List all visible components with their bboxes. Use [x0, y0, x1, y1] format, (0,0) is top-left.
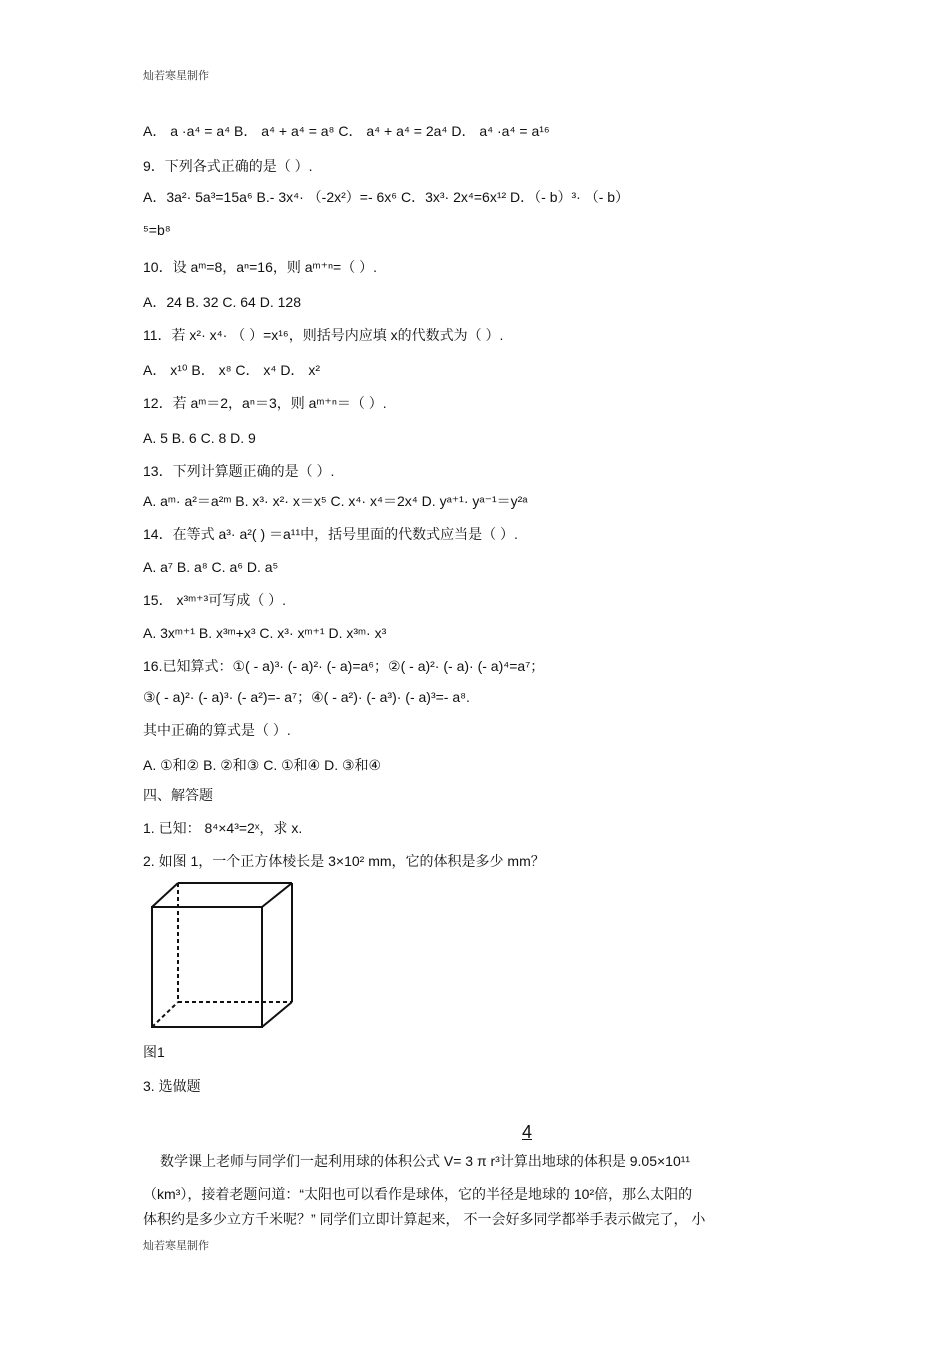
q15-options: A. 3xᵐ⁺¹ B. x³ᵐ+x³ C. x³· xᵐ⁺¹ D. x³ᵐ· x³ — [143, 625, 387, 641]
q8-options: A． a ·a⁴ = a⁴ B． a⁴ + a⁴ = a⁸ C． a⁴ + a⁴ = 2a⁴ D． a⁴ ·a⁴ = a¹⁶ — [143, 123, 550, 139]
q12-stem: 12．若 aᵐ＝2，aⁿ＝3，则 aᵐ⁺ⁿ＝（ ）. — [143, 395, 387, 411]
page-header: 灿若寒星制作 — [143, 70, 209, 82]
q13-options: A. aᵐ· a²＝a²ᵐ B. x³· x²· x＝x⁵ C. x⁴· x⁴＝2x⁴ D. yᵃ⁺¹· yᵃ⁻¹＝y²ᵃ — [143, 493, 528, 509]
q10-stem: 10．设 aᵐ=8，aⁿ=16，则 aᵐ⁺ⁿ=（ ）. — [143, 259, 378, 275]
q10-options: A．24 B. 32 C. 64 D. 128 — [143, 294, 301, 310]
section-title: 四、解答题 — [143, 787, 213, 803]
q9-options: A．3a²· 5a³=15a⁶ B.- 3x⁴· （-2x²）=- 6x⁶ C．3x³· 2x⁴=6x¹² D．（- b）³· （- b） — [143, 189, 630, 205]
q16-question: 其中正确的算式是（ ）. — [143, 722, 291, 738]
problem-1: 1. 已知： 8⁴×4³=2ˣ，求 x. — [143, 820, 303, 836]
q9-options-cont: ⁵=b⁸ — [143, 222, 171, 238]
problem-3: 3. 选做题 — [143, 1078, 201, 1094]
q16-options: A. ①和② B. ②和③ C. ①和④ D. ③和④ — [143, 757, 382, 773]
page-footer: 灿若寒星制作 — [143, 1240, 209, 1252]
paragraph-line-3: 体积约是多少立方千米呢？” 同学们立即计算起来， 不一会好多同学都举手表示做完了， 小 — [143, 1211, 706, 1227]
q12-options: A. 5 B. 6 C. 8 D. 9 — [143, 430, 256, 446]
q9-stem: 9．下列各式正确的是（ ）. — [143, 158, 313, 174]
q16-stem-cont: ③( - a)²· (- a)³· (- a²)=- a⁷；④( - a²)· (- a³)· (- a)³=- a⁸. — [143, 689, 470, 705]
formula-numerator: 4 — [522, 1122, 533, 1142]
q14-stem: 14．在等式 a³· a²( ) ＝a¹¹中，括号里面的代数式应当是（ ）. — [143, 526, 518, 542]
q13-stem: 13．下列计算题正确的是（ ）. — [143, 463, 335, 479]
q15-stem: 15． x³ᵐ⁺³可写成（ ）. — [143, 592, 286, 608]
cube-figure — [148, 880, 298, 1032]
figure-caption: 图1 — [143, 1044, 165, 1060]
q11-stem: 11．若 x²· x⁴· （ ）=x¹⁶，则括号内应填 x的代数式为（ ）. — [143, 327, 504, 343]
paragraph-line-2: （km³），接着老题问道：“太阳也可以看作是球体，它的半径是地球的 10²倍，那么太阳的 — [143, 1186, 693, 1202]
q16-stem: 16.已知算式：①( - a)³· (- a)²· (- a)=a⁶；②( - a)²· (- a)· (- a)⁴=a⁷； — [143, 658, 545, 674]
q11-options: A． x¹⁰ B． x⁸ C． x⁴ D． x² — [143, 362, 320, 378]
problem-2: 2. 如图 1，一个正方体棱长是 3×10² mm，它的体积是多少 mm？ — [143, 853, 545, 869]
q14-options: A. a⁷ B. a⁸ C. a⁶ D. a⁵ — [143, 559, 279, 575]
paragraph-line-1: 数学课上老师与同学们一起利用球的体积公式 V= 3 π r³计算出地球的体积是 9.05×10¹¹ — [160, 1153, 691, 1169]
